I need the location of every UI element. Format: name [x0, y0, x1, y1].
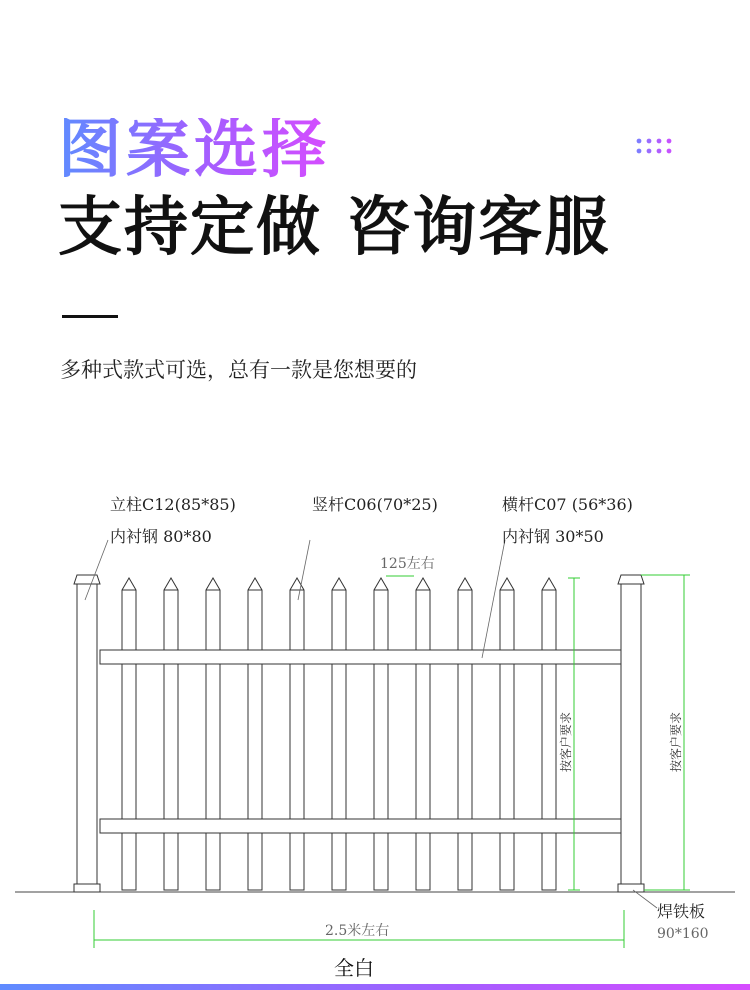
post-label: 立柱C12(85*85)	[110, 495, 236, 514]
color-caption: 全白	[334, 956, 374, 980]
picket	[542, 578, 556, 890]
dots-grid-icon	[636, 138, 676, 156]
title-divider	[62, 315, 118, 318]
pickets-group	[122, 578, 556, 890]
fence-technical-drawing	[0, 480, 750, 990]
width-label: 2.5米左右	[325, 923, 390, 939]
rail-label: 横杆C07 (56*36)	[502, 495, 633, 514]
height-label-2: 按客户要求	[669, 711, 683, 772]
post-liner-label: 内衬钢 80*80	[110, 527, 212, 546]
rail-top	[100, 650, 622, 664]
picket	[332, 578, 346, 890]
post-right	[618, 575, 644, 892]
height-label-1: 按客户要求	[559, 711, 573, 772]
baseplate-size-label: 90*160	[657, 926, 709, 942]
picket	[122, 578, 136, 890]
subtitle-text: 多种式款式可选，总有一款是您想要的	[60, 358, 417, 382]
picket	[290, 578, 304, 890]
picket	[416, 578, 430, 890]
picket	[500, 578, 514, 890]
custom-consult-title: 支持定做 咨询客服	[58, 191, 611, 265]
picket	[164, 578, 178, 890]
baseplate-label: 焊铁板	[657, 902, 706, 921]
rail-liner-label: 内衬钢 30*50	[502, 527, 604, 546]
picket	[374, 578, 388, 890]
bottom-accent-bar	[0, 984, 750, 990]
picket	[206, 578, 220, 890]
pattern-selection-title: 图案选择	[58, 113, 330, 187]
spacing-label: 125左右	[380, 556, 435, 572]
baseplate-leader-line	[633, 890, 657, 908]
picket	[458, 578, 472, 890]
picket	[248, 578, 262, 890]
post-left	[74, 575, 100, 892]
rail-bottom	[100, 819, 622, 833]
picket-label: 竖杆C06(70*25)	[312, 495, 438, 514]
